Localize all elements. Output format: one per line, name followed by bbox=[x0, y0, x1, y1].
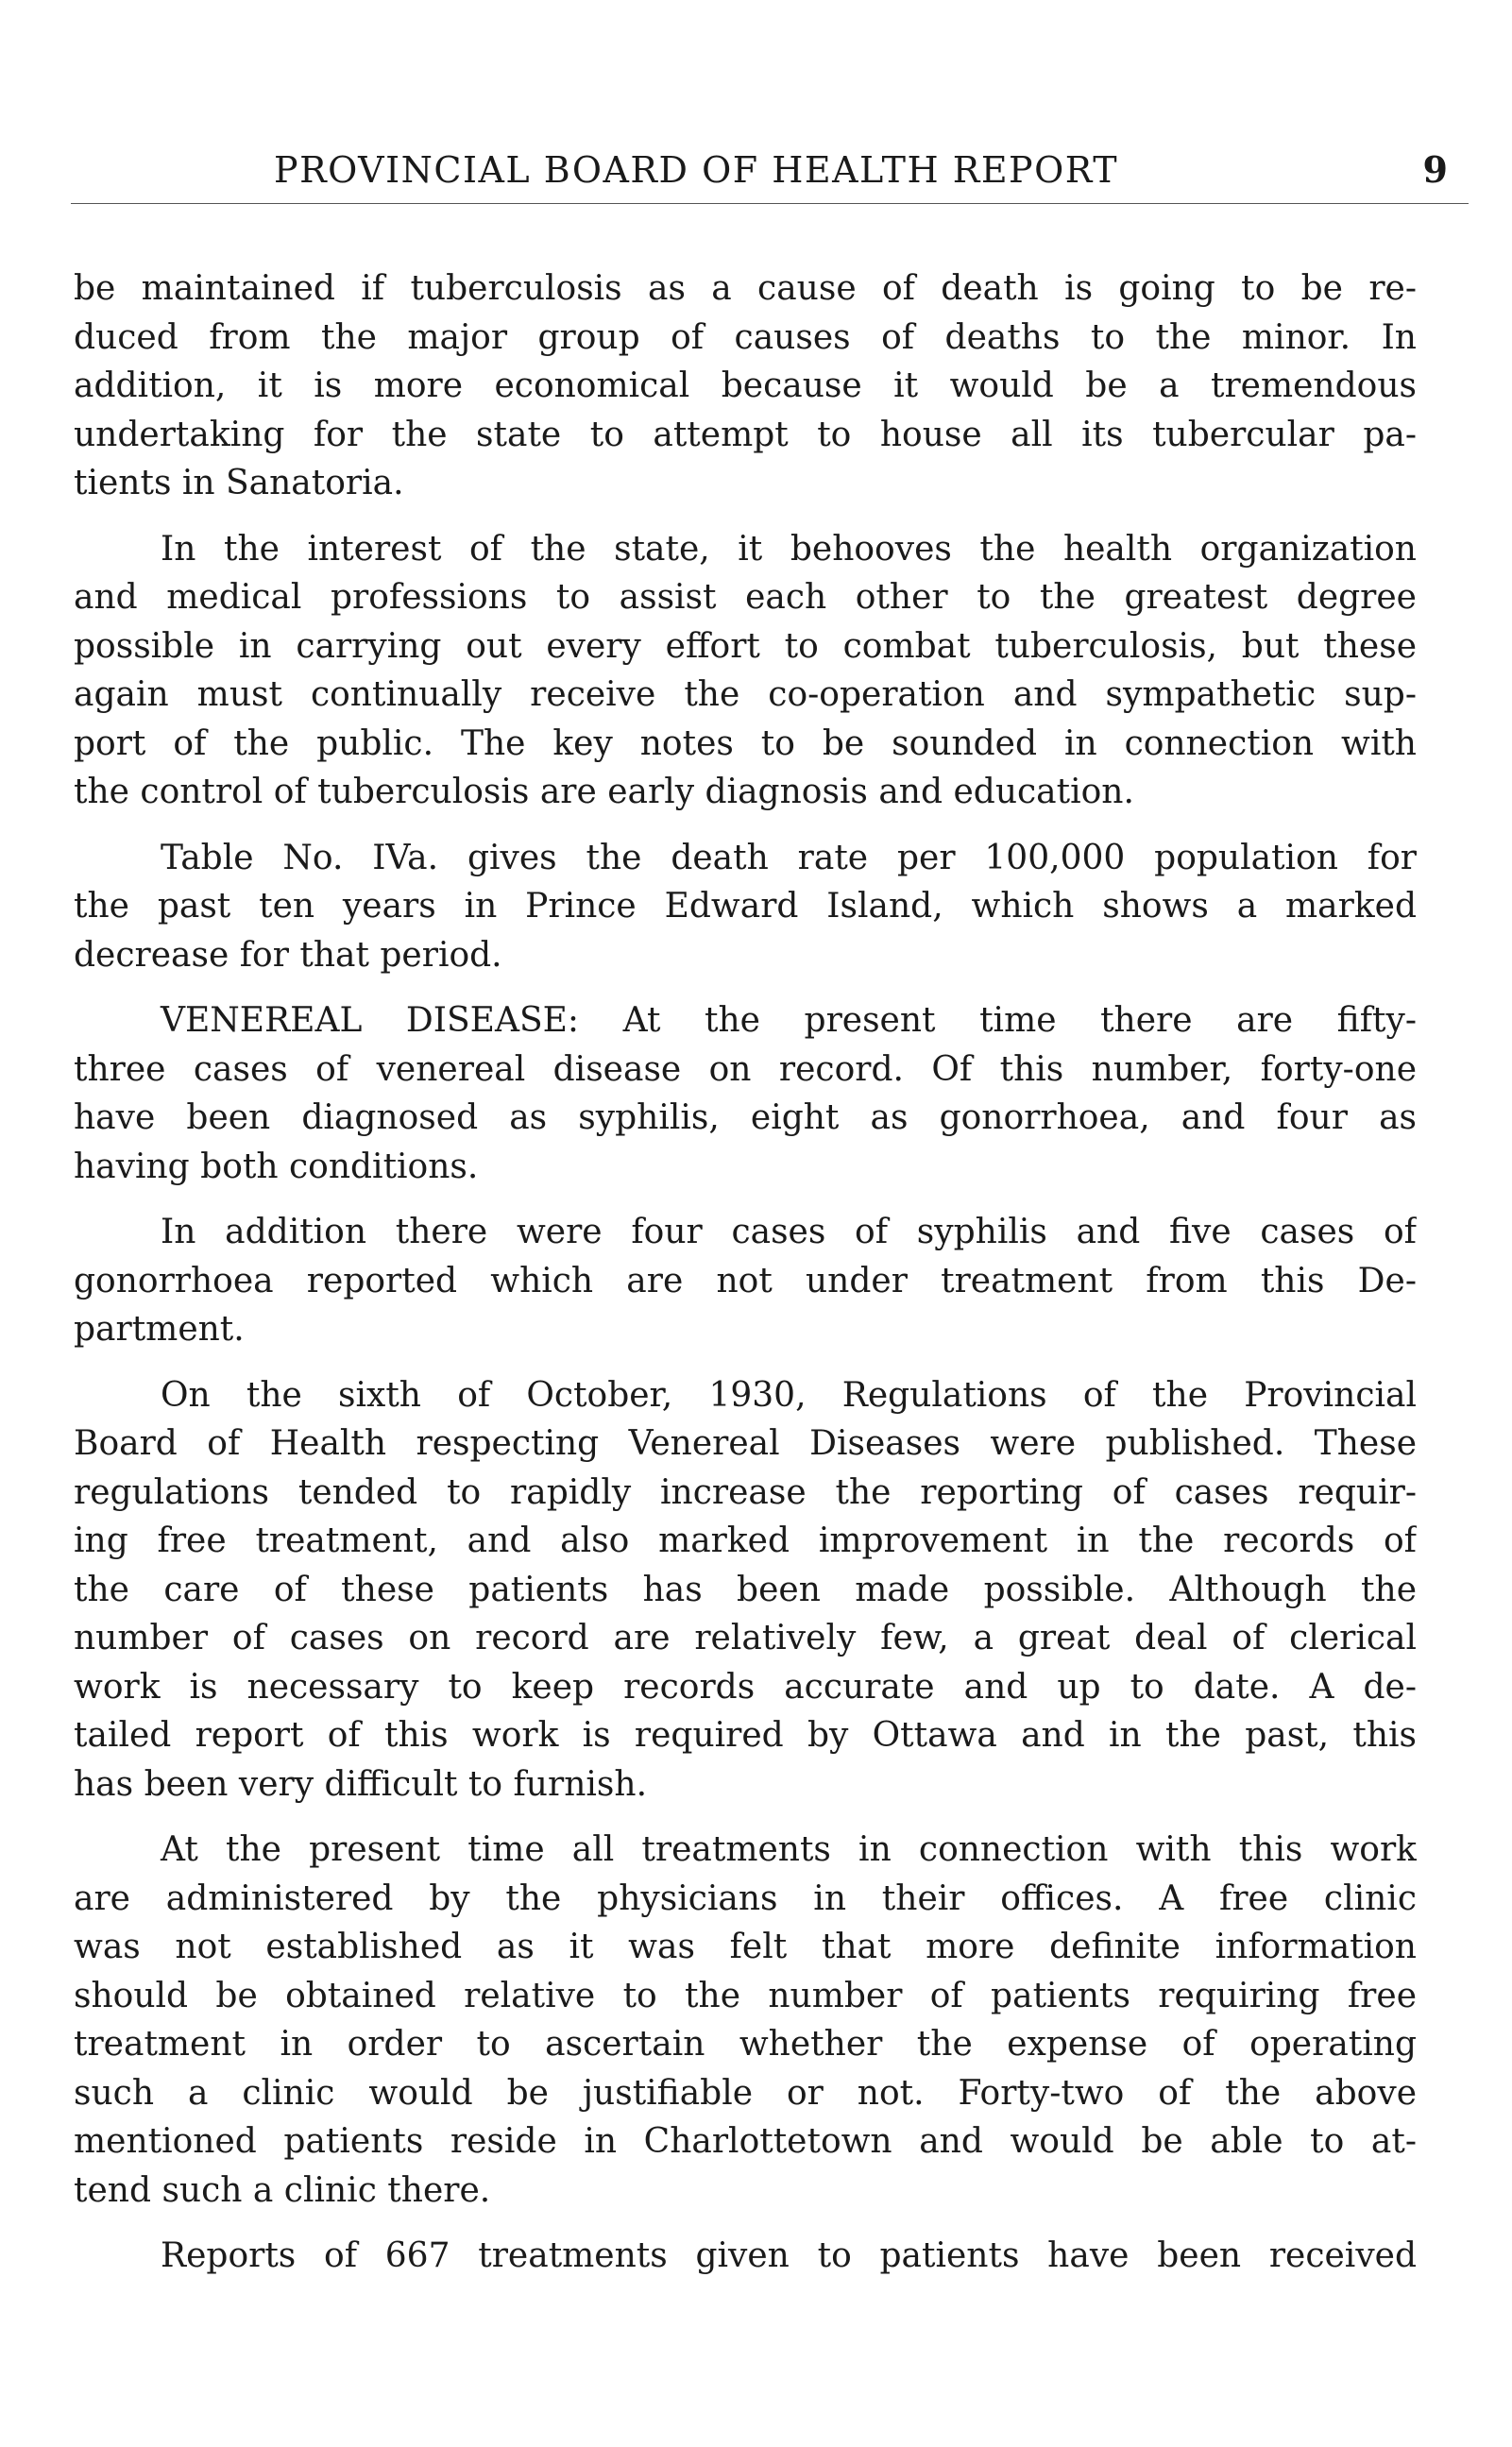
running-title: PROVINCIAL BOARD OF HEALTH REPORT bbox=[274, 149, 1119, 191]
text-line: addition, it is more economical because it would be a tremendous bbox=[74, 366, 1417, 405]
text-line: again must continually receive the co-operation and sympathetic sup- bbox=[74, 675, 1417, 714]
text-line: tend such a clinic there. bbox=[74, 2170, 491, 2210]
text-line: have been diagnosed as syphilis, eight as gonorrhoea, and four as bbox=[74, 1098, 1417, 1137]
text-line: the care of these patients has been made possible. Although the bbox=[74, 1570, 1417, 1609]
text-line: and medical professions to assist each other to the greatest degree bbox=[74, 578, 1417, 617]
text-line: ing free treatment, and also marked improvement in the records of bbox=[74, 1521, 1417, 1560]
text-line: the control of tuberculosis are early diagnosis and education. bbox=[74, 773, 1134, 811]
text-line: tients in Sanatoria. bbox=[74, 464, 404, 502]
text-line: was not established as it was felt that more definite information bbox=[74, 1928, 1417, 1966]
text-line: decrease for that period. bbox=[74, 935, 502, 975]
paragraph bbox=[74, 834, 1417, 980]
text-line: Table No. IVa. gives the death rate per 100,000 population for bbox=[161, 838, 1417, 877]
body-text bbox=[74, 264, 1417, 2298]
text-line: treatment in order to ascertain whether the expense of operating bbox=[74, 2025, 1417, 2064]
text-line: mentioned patients reside in Charlottetown and would be able to at- bbox=[74, 2122, 1417, 2161]
paragraph bbox=[74, 525, 1417, 817]
text-line: the past ten years in Prince Edward Island, which shows a marked bbox=[74, 887, 1417, 926]
text-line: has been very difficult to furnish. bbox=[74, 1764, 648, 1804]
text-line: In addition there were four cases of syphilis and five cases of bbox=[161, 1213, 1417, 1251]
text-line: tailed report of this work is required by Ottawa and in the past, this bbox=[74, 1716, 1417, 1755]
text-line: Board of Health respecting Venereal Diseases were published. These bbox=[74, 1424, 1417, 1463]
text-line: In the interest of the state, it behooves the health organization bbox=[161, 529, 1417, 569]
text-line: such a clinic would be justifiable or not. Forty-two of the above bbox=[74, 2073, 1417, 2113]
text-line: should be obtained relative to the number of patients requiring free bbox=[74, 1976, 1417, 2015]
text-line: number of cases on record are relatively few, a great deal of clerical bbox=[74, 1619, 1417, 1657]
text-line: work is necessary to keep records accurate and up to date. A de- bbox=[74, 1667, 1417, 1707]
text-line: possible in carrying out every effort to combat tuberculosis, but these bbox=[74, 626, 1417, 666]
text-line: At the present time all treatments in connection with this work bbox=[161, 1830, 1417, 1869]
paragraph bbox=[74, 2232, 1417, 2281]
paragraph bbox=[74, 264, 1417, 508]
text-line: three cases of venereal disease on record. Of this number, forty-one bbox=[74, 1049, 1417, 1089]
paragraph bbox=[74, 996, 1417, 1191]
text-line: port of the public. The key notes to be sounded in connection with bbox=[74, 723, 1417, 763]
text-line: VENEREAL DISEASE: At the present time there are fifty- bbox=[161, 1001, 1417, 1040]
text-line: On the sixth of October, 1930, Regulations of the Provincial bbox=[161, 1375, 1417, 1415]
text-line: having both conditions. bbox=[74, 1147, 479, 1186]
text-line: partment. bbox=[74, 1310, 245, 1349]
text-line: undertaking for the state to attempt to house all its tubercular pa- bbox=[74, 415, 1417, 454]
text-line: are administered by the physicians in their offices. A free clinic bbox=[74, 1878, 1417, 1918]
page-header bbox=[71, 146, 1469, 204]
text-line: duced from the major group of causes of deaths to the minor. In bbox=[74, 317, 1417, 357]
text-line: regulations tended to rapidly increase the reporting of cases requir- bbox=[74, 1472, 1417, 1512]
paragraph bbox=[74, 1371, 1417, 1810]
paragraph bbox=[74, 1208, 1417, 1354]
text-line: be maintained if tuberculosis as a cause of death is going to be re- bbox=[74, 269, 1417, 308]
page-number: 9 bbox=[1422, 148, 1448, 191]
text-line: Reports of 667 treatments given to patients have been received bbox=[161, 2236, 1417, 2275]
text-line: gonorrhoea reported which are not under treatment from this De- bbox=[74, 1261, 1417, 1300]
paragraph bbox=[74, 1826, 1417, 2215]
